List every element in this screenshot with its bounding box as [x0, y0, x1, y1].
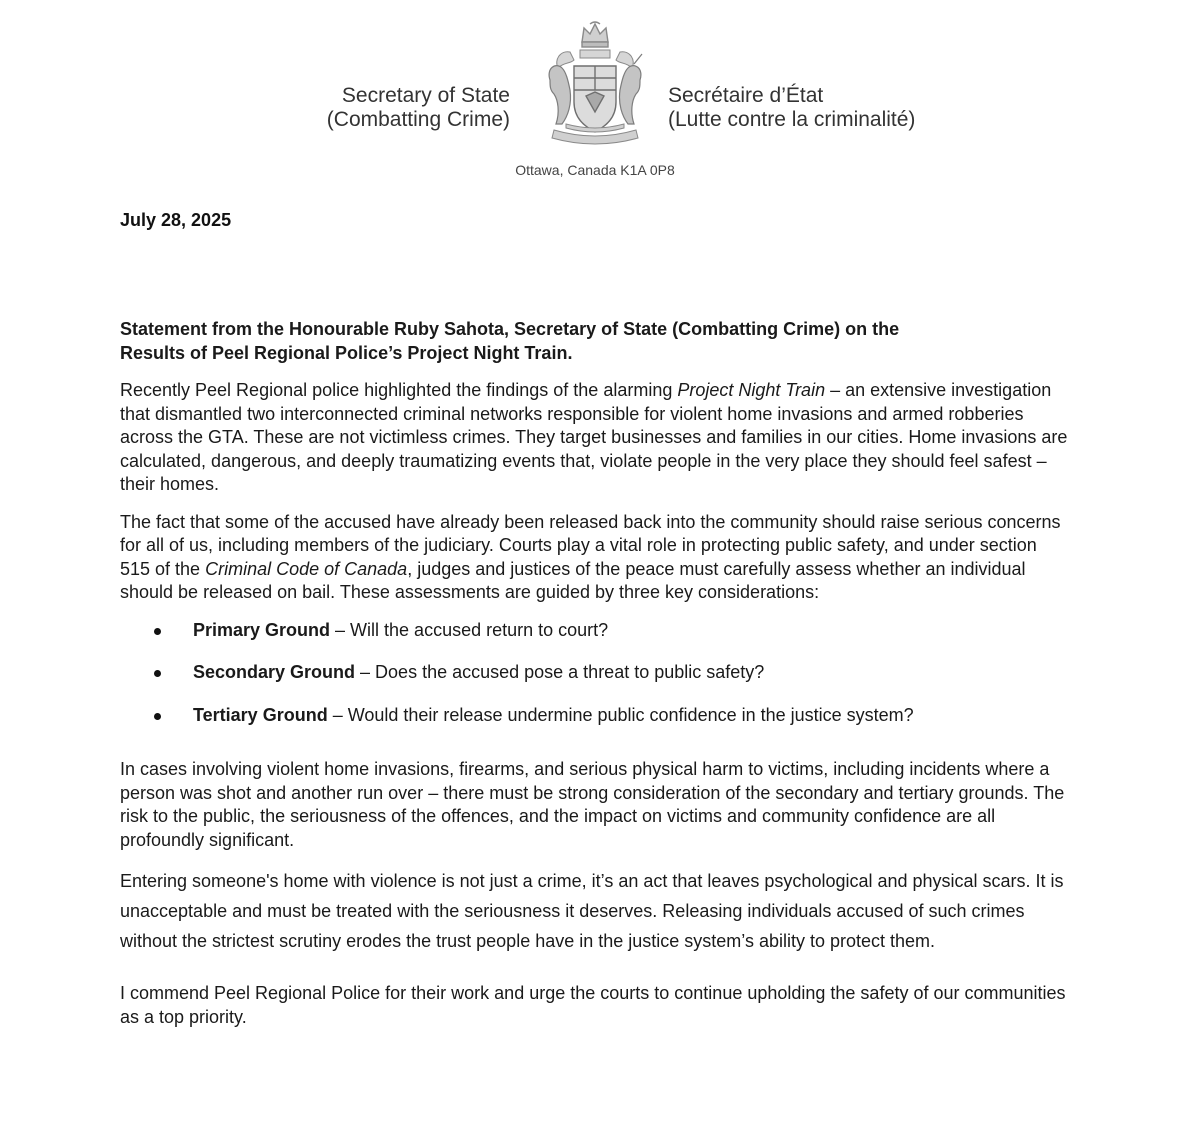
letter-date: July 28, 2025: [120, 210, 232, 230]
bail-grounds-list: [120, 619, 1070, 747]
address-text: Ottawa, Canada K1A 0P8: [515, 162, 675, 178]
list-item: [120, 661, 1070, 704]
department-name-english: [327, 84, 510, 132]
paragraph-2: [120, 511, 1070, 605]
ground-text: – Does the accused pose a threat to public safety?: [355, 662, 765, 682]
french-title-line2: (Lutte contre la criminalité): [668, 108, 916, 131]
statement-title-line2: Results of Peel Regional Police’s Project Night Train.: [120, 342, 573, 363]
paragraph-4: Entering someone's home with violence is not just a crime, it’s an act that leaves psychological and physical scars. It is unacceptable and must be treated with the seriousness it deserves. Releasing individuals accused of such crimes without the strictest scrutiny erodes the trust people have in the justice system’s ability to protect them.: [120, 871, 1064, 951]
ground-text: – Would their release undermine public confidence in the justice system?: [327, 704, 914, 725]
paragraph-2-text-b: , judges and justices of the peace must carefully assess whether an individual should be released on bail. These assessments are guided by three key considerations:: [120, 558, 1026, 602]
ground-text: – Will the accused return to court?: [330, 619, 609, 640]
bullet-icon: [154, 670, 161, 677]
list-item: [120, 619, 1070, 662]
statement-title-line1: Statement from the Honourable Ruby Sahota, Secretary of State (Combatting Crime) on the: [120, 319, 900, 339]
list-item: [120, 704, 1070, 747]
statement-title: [120, 318, 1070, 365]
paragraph-5: I commend Peel Regional Police for their work and urge the courts to continue upholding the safety of our communities as a top priority.: [120, 983, 1066, 1027]
paragraph-1: [120, 379, 1070, 497]
paragraph-3: In cases involving violent home invasions, firearms, and serious physical harm to victims, including incidents where a person was shot and another run over – there must be strong consideration of the secondary and tertiary grounds. The risk to the public, the seriousness of the offences, and the impact on victims and community confidence are all profoundly significant.: [120, 759, 1065, 850]
french-title-line1: Secrétaire d’État: [668, 84, 824, 107]
paragraph-2-text-a: The fact that some of the accused have already been released back into the community should raise serious concerns for all of us, including members of the judiciary. Courts play a vital role in protecting public safety, and under section 515 of the: [120, 511, 1061, 579]
paragraph-2-italic: Criminal Code of Canada: [205, 558, 408, 579]
bullet-icon: [154, 713, 161, 720]
ground-term: Primary Ground: [193, 619, 331, 640]
paragraph-1-text-b: – an extensive investigation that dismantled two interconnected criminal networks responsible for violent home invasions and armed robberies across the GTA. These are not victimless crimes. They target businesses and families in our cities. Home invasions are calculated, dangerous, and deeply traumatizing events that, violate people in the very place they should feel safest – their homes.: [120, 380, 1068, 494]
coat-of-arms-icon: [540, 20, 650, 148]
department-name-french: [668, 84, 915, 132]
bullet-icon: [154, 628, 161, 635]
address: [0, 162, 1190, 178]
letter-body: [120, 318, 1070, 1043]
letterhead: [0, 0, 1200, 200]
paragraph-1-italic: Project Night Train: [677, 380, 826, 400]
ground-term: Secondary Ground: [193, 662, 356, 682]
english-title-line1: Secretary of State: [341, 84, 510, 107]
ground-term: Tertiary Ground: [193, 704, 328, 725]
paragraph-1-text-a: Recently Peel Regional police highlighted the findings of the alarming: [120, 380, 678, 400]
english-title-line2: (Combatting Crime): [326, 108, 510, 131]
